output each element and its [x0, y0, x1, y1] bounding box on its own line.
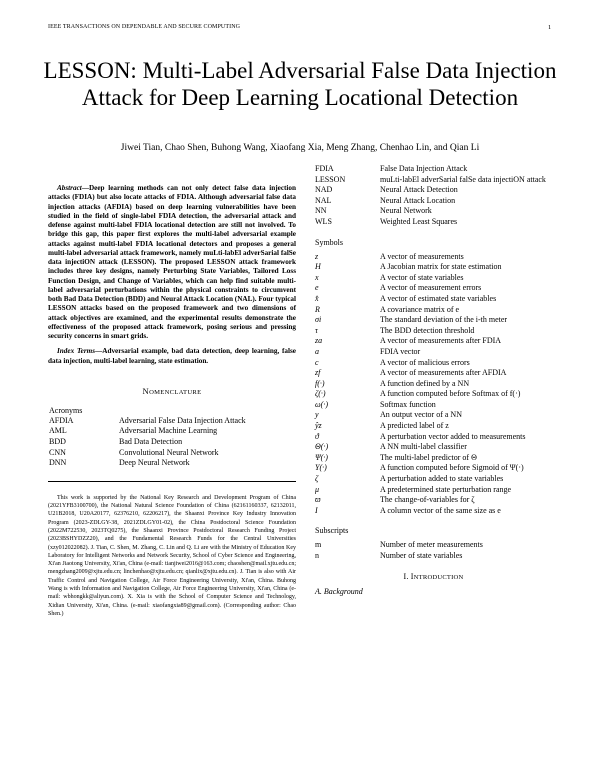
acronym-row	[48, 448, 246, 459]
symbol-row	[315, 305, 552, 316]
symbol-row	[315, 283, 552, 294]
subscript-row-value: Number of meter measurements	[380, 540, 483, 550]
acronym-row-key: NAL	[315, 195, 332, 205]
symbol-row-value: A vector of estimated state variables	[380, 293, 497, 303]
index-terms-text: —Adversarial example, bad data detection, deep learning, false data injection, multi-label learning, state estimation.	[48, 347, 296, 365]
acronym-row-key: NAD	[315, 185, 333, 195]
acronym-row	[315, 217, 552, 228]
symbol-row-key: ϖ	[315, 495, 321, 505]
symbol-row-key: x	[315, 272, 319, 282]
symbol-row-value: A vector of measurement errors	[380, 283, 482, 293]
symbol-row	[315, 400, 552, 411]
symbol-row	[315, 442, 552, 453]
symbol-row-value: A column vector of the same size as e	[380, 505, 501, 515]
acronym-row-value: False Data Injection Attack	[380, 164, 468, 173]
acronym-row-value: Deep Neural Network	[119, 458, 190, 468]
acronym-row-key: FDIA	[315, 164, 334, 173]
symbol-row-value: A function computed before Softmax of f(·)	[380, 389, 521, 399]
acronym-row-value: Adversarial False Data Injection Attack	[119, 415, 246, 425]
acronym-row-value: Neural Attack Detection	[380, 185, 458, 195]
symbol-row	[315, 463, 552, 474]
subscript-row-key: m	[315, 540, 322, 550]
symbol-row-key: ω(·)	[315, 399, 328, 409]
symbol-row-value: A vector of measurements	[380, 251, 464, 261]
symbol-row-key: x̂	[315, 293, 319, 303]
acronym-row-value: muLti-labEl adverSarial falSe data injectiON attack	[380, 174, 546, 184]
running-head: IEEE TRANSACTIONS ON DEPENDABLE AND SECURE COMPUTING	[48, 24, 241, 30]
symbol-row-key: ϑ	[315, 431, 319, 441]
symbol-row-value: A vector of state variables	[380, 272, 464, 282]
symbol-row	[315, 358, 552, 369]
symbol-row-value: A Jacobian matrix for state estimation	[380, 262, 502, 272]
acronym-row-value: Convolutional Neural Network	[119, 447, 219, 457]
symbol-row-key: Υ(·)	[315, 463, 327, 473]
acronym-row	[315, 185, 552, 196]
symbol-row-key: ŷz	[315, 421, 322, 431]
acronym-row-key: AFDIA	[49, 415, 74, 425]
symbol-row-value: A vector of malicious errors	[380, 357, 470, 367]
acronym-row-value: Adversarial Machine Learning	[119, 426, 218, 436]
acronym-row-key: WLS	[315, 216, 332, 226]
section-heading-introduction: I. INTRODUCTION	[403, 571, 464, 581]
subscript-row	[315, 551, 552, 562]
acronym-row-key: NN	[315, 206, 327, 216]
symbol-row-key: f(·)	[315, 378, 325, 388]
symbol-row	[315, 315, 552, 326]
acronym-row-value: Weighted Least Squares	[380, 216, 458, 226]
symbol-row	[315, 262, 552, 273]
symbol-row	[315, 432, 552, 443]
symbol-row-value: A perturbation added to state variables	[380, 474, 504, 484]
acronym-row	[48, 416, 246, 427]
acronyms-label: Acronyms	[49, 405, 83, 415]
symbol-row-value: An output vector of a NN	[380, 410, 462, 420]
subscript-row	[315, 540, 552, 551]
index-terms-label: Index Terms	[57, 347, 96, 356]
symbol-row	[315, 453, 552, 464]
symbol-row-key: zf	[315, 368, 321, 378]
subscript-row-key: n	[315, 551, 319, 560]
abstract-text: —Deep learning methods can not only detect false data injection attacks (FDIA) but also locate attacks of FDIA. Although adversarial false data injection attacks (AFDIA) based on deep learning vulnerabilities have been studied in the field of single-label FDIA detection, the adversarial attack and defense against multi-label FDIA locational detection are still not involved. To bridge this gap, this paper first explores the multi-label adversarial example attacks against multi-label FDIA locational detectors and proposes a general multi-label adversarial attack framework, namely muLti-labEl adverSarial falSe data injectiON attack (LESSON). The proposed LESSON attack framework includes three key designs, namely Perturbing State Variables, Tailored Loss Function Design, and Change of Variables, which can help find suitable multi-label adversarial perturbations within the physical constraints to circumvent both Bad Data Detection (BDD) and Neural Attack Location (NAL). Four typical LESSON attacks based on the proposed framework and two dimensions of attack objectives are examined, and the experimental results demonstrate the effectiveness of the proposed attack framework, posing serious and pressing security concerns in smart grids.	[48, 184, 296, 340]
symbol-row-value: A perturbation vector added to measurements	[380, 431, 526, 441]
symbol-row	[315, 495, 552, 506]
symbol-row-value: The BDD detection threshold	[380, 325, 475, 335]
symbol-row-key: z	[315, 251, 319, 261]
paper-title: LESSON: Multi-Label Adversarial False Data Injection Attack for Deep Learning Locational Detection	[43, 58, 557, 110]
symbol-row-value: The change-of-variables for ζ	[380, 495, 475, 505]
symbol-row-value: Softmax function	[380, 399, 436, 409]
symbol-row-value: A predicted label of z	[380, 421, 449, 431]
symbol-row-value: A function defined by a NN	[380, 378, 470, 388]
subscripts-label: Subscripts	[315, 526, 349, 536]
funding-footnote: This work is supported by the National Key Research and Development Program of China (2021YFB3100700), the National Natural Science Foundation of China (62161160337, 62132011, U21B2018, U20A20177, 62376210, 62206217), the Shaanxi Province Key Industry Innovation Program (2023-ZDLGY-38, 2021ZDLGY01-02), the China Postdoctoral Science Foundation (2022M722530, 2023TQ0275), the Shaanxi Province Postdoctoral Research Funding Project (2023BSHYDZZ20), and the Fundamental Research Funds for the Central Universities (xzy012022082). J. Tian, C. Shen, M. Zhang, C. Lin and Q. Li are with the Ministry of Education Key Laboratory for Intelligent Networks and Network Security, School of Cyber Science and Engineering, Xi'an Jiaotong University, Xi'an, China (e-mail: tianjiwei2016@163.com; chaoshen@mail.xjtu.edu.cn; mengzhang2009@xjtu.edu.cn; linchenhao@xjtu.edu.cn; qianlix@xjtu.edu.cn). J. Tian is also with Air Traffic Control and Navigation College, Air Force Engineering University, Xi'an, China. Buhong Wang is with Information and Navigation College, Air Force Engineering University, Xi'an, China (e-mail: wbhongkk@aliyun.com). X. Xia is with the School of Computer Science and Technology, Xidian University, Xi'an, China. (e-mail: xiaofangxia89@gmail.com). (Corresponding author: Chao Shen.)	[48, 494, 296, 617]
index-terms	[48, 347, 296, 366]
acronym-row-key: DNN	[49, 458, 67, 468]
acronym-row	[315, 175, 552, 186]
symbol-row-key: Θ(·)	[315, 442, 329, 452]
symbol-row-value: The standard deviation of the i-th meter	[380, 315, 508, 325]
symbol-row-value: A function computed before Sigmoid of Ψ(·)	[380, 463, 524, 473]
symbol-row	[315, 485, 552, 496]
acronym-row-key: AML	[49, 426, 67, 436]
symbol-row	[315, 368, 552, 379]
symbol-row-key: H	[315, 262, 321, 272]
symbols-table	[315, 252, 552, 517]
acronym-row-key: BDD	[49, 436, 66, 446]
acronym-row	[48, 458, 246, 469]
symbol-row-key: a	[315, 346, 319, 356]
symbol-row-value: A vector of measurements after AFDIA	[380, 368, 507, 378]
acronym-row	[315, 206, 552, 217]
symbol-row-key: za	[315, 336, 323, 346]
symbol-row-key: c	[315, 357, 319, 367]
symbol-row	[315, 421, 552, 432]
symbol-row-value: A covariance matrix of e	[380, 304, 460, 314]
abstract	[48, 184, 296, 341]
left-column	[48, 184, 296, 618]
acronyms-table-right	[315, 164, 552, 228]
symbol-row-key: e	[315, 283, 319, 293]
subscripts-table	[315, 540, 552, 561]
symbol-row	[315, 506, 552, 517]
symbols-label: Symbols	[315, 237, 344, 247]
nomenclature-heading: NOMENCLATURE	[142, 385, 202, 396]
symbol-row-key: τ	[315, 325, 318, 335]
acronym-row	[48, 426, 246, 437]
symbol-row	[315, 410, 552, 421]
symbol-row-key: σi	[315, 315, 322, 325]
symbol-row-value: FDIA vector	[380, 346, 421, 356]
right-column	[315, 164, 552, 596]
symbol-row	[315, 326, 552, 337]
symbol-row-value: The multi-label predictor of Θ	[380, 452, 477, 462]
subscript-row-value: Number of state variables	[380, 551, 463, 560]
symbol-row	[315, 294, 552, 305]
symbol-row-key: Ψ(·)	[315, 452, 328, 462]
footnote-rule	[48, 481, 296, 482]
symbol-row-key: y	[315, 410, 319, 420]
acronym-row	[48, 437, 246, 448]
symbol-row	[315, 336, 552, 347]
acronym-row-value: Neural Network	[380, 206, 432, 216]
symbol-row-value: A vector of measurements after FDIA	[380, 336, 502, 346]
symbol-row	[315, 379, 552, 390]
symbol-row	[315, 474, 552, 485]
acronym-row-value: Bad Data Detection	[119, 436, 183, 446]
symbol-row-key: I	[315, 505, 318, 515]
acronym-row	[315, 164, 552, 175]
symbol-row	[315, 389, 552, 400]
symbol-row-value: A predetermined state perturbation range	[380, 484, 512, 494]
symbol-row-key: ζ(·)	[315, 389, 326, 399]
abstract-label: Abstract	[57, 184, 82, 192]
acronym-row-key: CNN	[49, 447, 66, 457]
subsection-heading-background: A. Background	[315, 586, 363, 596]
symbol-row-key: ζ	[315, 474, 319, 484]
symbol-row-value: A NN multi-label classifier	[380, 442, 467, 452]
symbol-row	[315, 252, 552, 263]
acronym-row	[315, 196, 552, 207]
symbol-row	[315, 347, 552, 358]
acronyms-table-left	[48, 416, 246, 469]
acronym-row-key: LESSON	[315, 174, 346, 184]
author-list: Jiwei Tian, Chao Shen, Buhong Wang, Xiaofang Xia, Meng Zhang, Chenhao Lin, and Qian Li	[120, 143, 480, 153]
symbol-row-key: R	[315, 304, 320, 314]
symbol-row	[315, 273, 552, 284]
acronym-row-value: Neural Attack Location	[380, 195, 456, 205]
page-number: 1	[548, 24, 552, 31]
symbol-row-key: μ	[315, 484, 320, 494]
